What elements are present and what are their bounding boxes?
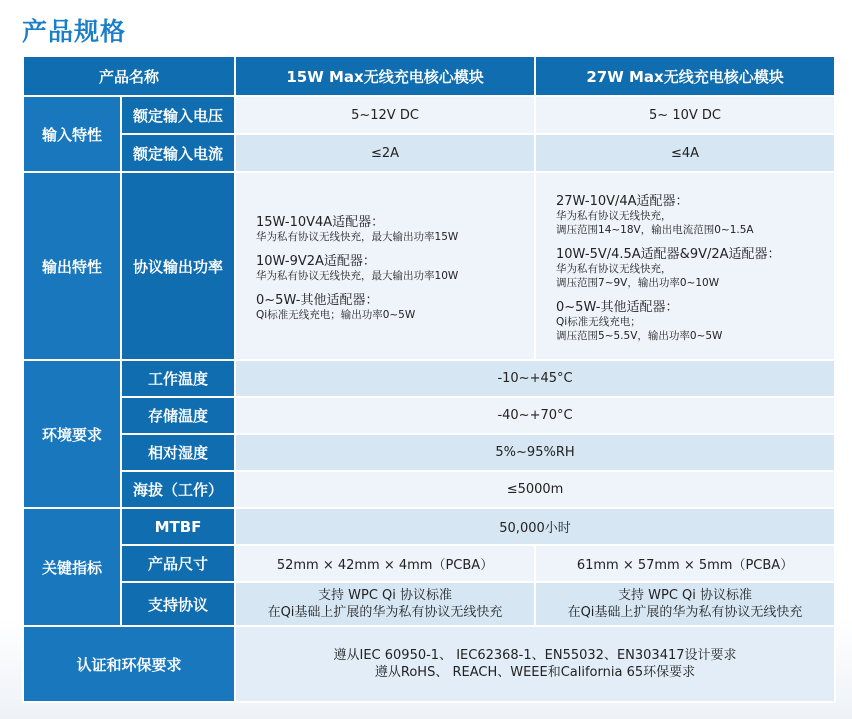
protocol-27w-line-1: 支持 WPC Qi 协议标准 <box>618 588 753 603</box>
certification-line-2: 遵从RoHS、 REACH、WEEE和California 65环保要求 <box>374 665 696 680</box>
row-label-output-power: 协议输出功率 <box>121 172 235 360</box>
output-15w-head-1: 15W-10V4A适配器： <box>256 214 385 230</box>
input-current-27w: ≤4A <box>535 134 835 172</box>
row-label-humidity: 相对湿度 <box>121 434 235 471</box>
table-row <box>23 172 835 360</box>
input-voltage-27w: 5~ 10V DC <box>535 96 835 134</box>
category-output: 输出特性 <box>23 172 121 360</box>
size-15w: 52mm × 42mm × 4mm（PCBA） <box>235 545 535 582</box>
humidity-value: 5%~95%RH <box>235 434 835 471</box>
row-label-input-current: 额定输入电流 <box>121 134 235 172</box>
output-27w-head-2: 10W-5V/4.5A适配器&9V/2A适配器： <box>556 246 781 262</box>
output-power-15w <box>235 172 535 360</box>
category-environment: 环境要求 <box>23 360 121 508</box>
output-27w-head-1: 27W-10V/4A适配器： <box>556 193 689 209</box>
category-key-metrics: 关键指标 <box>23 508 121 626</box>
output-27w-line-3b: 调压范围5~5.5V，输出功率0~5W <box>556 329 723 342</box>
table-row <box>23 471 835 508</box>
output-27w-line-1a: 华为私有协议无线快充， <box>556 209 672 222</box>
row-label-operating-temp: 工作温度 <box>121 360 235 397</box>
table-row <box>23 96 835 134</box>
header-product-name: 产品名称 <box>23 56 235 96</box>
certification-line-1: 遵从IEC 60950-1、 IEC62368-1、EN55032、EN303417设计要求 <box>333 648 737 663</box>
table-row <box>23 508 835 545</box>
input-current-15w: ≤2A <box>235 134 535 172</box>
table-header-row <box>23 56 835 96</box>
output-15w-line-3: Qi标准无线充电；输出功率0~5W <box>256 308 416 321</box>
output-15w-line-2: 华为私有协议无线快充，最大输出功率10W <box>256 269 459 282</box>
mtbf-value: 50,000小时 <box>235 508 835 545</box>
category-input: 输入特性 <box>23 96 121 172</box>
output-27w-line-1b: 调压范围14~18V，输出电流范围0~1.5A <box>556 223 754 236</box>
spec-table <box>22 55 836 703</box>
row-label-size: 产品尺寸 <box>121 545 235 582</box>
storage-temp-value: -40~+70°C <box>235 397 835 434</box>
table-row <box>23 582 835 626</box>
header-27w-module: 27W Max无线充电核心模块 <box>535 56 835 96</box>
header-15w-module: 15W Max无线充电核心模块 <box>235 56 535 96</box>
output-power-27w <box>535 172 835 360</box>
table-row <box>23 360 835 397</box>
table-row <box>23 134 835 172</box>
row-label-mtbf: MTBF <box>121 508 235 545</box>
protocol-27w-line-2: 在Qi基础上扩展的华为私有协议无线快充 <box>567 605 803 620</box>
category-certification: 认证和环保要求 <box>23 626 235 702</box>
row-label-protocol: 支持协议 <box>121 582 235 626</box>
protocol-15w <box>235 582 535 626</box>
table-row <box>23 545 835 582</box>
input-voltage-15w: 5~12V DC <box>235 96 535 134</box>
page-title: 产品规格 <box>22 17 127 46</box>
altitude-value: ≤5000m <box>235 471 835 508</box>
table-row <box>23 626 835 702</box>
protocol-27w <box>535 582 835 626</box>
output-27w-line-3a: Qi标准无线充电； <box>556 315 641 328</box>
size-27w: 61mm × 57mm × 5mm（PCBA） <box>535 545 835 582</box>
operating-temp-value: -10~+45°C <box>235 360 835 397</box>
row-label-input-voltage: 额定输入电压 <box>121 96 235 134</box>
table-row <box>23 397 835 434</box>
output-15w-head-3: 0~5W-其他适配器： <box>256 292 379 308</box>
protocol-15w-line-2: 在Qi基础上扩展的华为私有协议无线快充 <box>267 605 503 620</box>
table-row <box>23 434 835 471</box>
output-27w-line-2b: 调压范围7~9V，输出功率0~10W <box>556 276 720 289</box>
output-27w-head-3: 0~5W-其他适配器： <box>556 299 679 315</box>
output-15w-line-1: 华为私有协议无线快充，最大输出功率15W <box>256 230 459 243</box>
certification-value <box>235 626 835 702</box>
output-27w-line-2a: 华为私有协议无线快充， <box>556 262 672 275</box>
row-label-storage-temp: 存储温度 <box>121 397 235 434</box>
row-label-altitude: 海拔（工作） <box>121 471 235 508</box>
protocol-15w-line-1: 支持 WPC Qi 协议标准 <box>318 588 453 603</box>
output-15w-head-2: 10W-9V2A适配器： <box>256 253 376 269</box>
